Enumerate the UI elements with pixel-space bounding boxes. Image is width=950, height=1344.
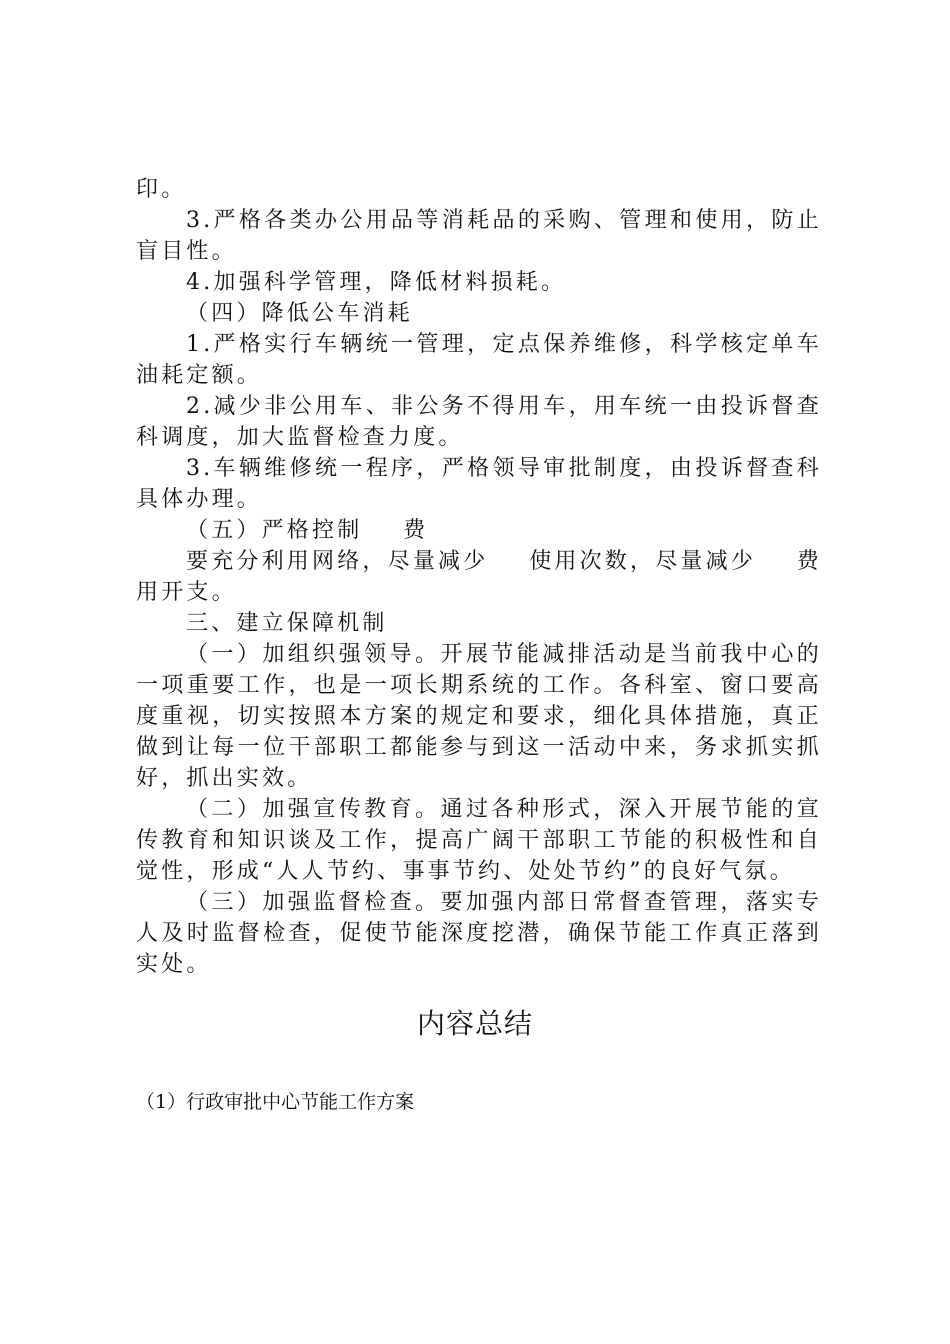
summary-title: 内容总结: [416, 1007, 533, 1040]
paragraph-item-3-office-supplies: 3.严格各类办公用品等消耗品的采购、管理和使用，防止盲目性。: [136, 208, 822, 264]
paragraph-safeguard-leadership: （一）加组织强领导。开展节能减排活动是当前我中心的一项重要工作，也是一项长期系统的工作。各科室、窗口要高度重视，切实按照本方案的规定和要求，细化具体措施，真正做到让每一位干部职工都能参与到这一活动中来，务求抓实抓好，抓出实效。: [136, 642, 822, 791]
paragraph-vehicle-item-1: 1.严格实行车辆统一管理，定点保养维修，科学核定单车油耗定额。: [136, 332, 822, 388]
summary-item: （1）行政审批中心节能工作方案: [136, 1091, 415, 1113]
section-heading-vehicle-consumption: （四）降低公车消耗: [186, 301, 413, 326]
paragraph-network-usage: 要充分利用网络，尽量减少 使用次数，尽量减少 费用开支。: [136, 549, 822, 605]
paragraph-vehicle-item-2: 2.减少非公用车、非公务不得用车，用车统一由投诉督查科调度，加大监督检查力度。: [136, 394, 822, 450]
document-body: [136, 174, 822, 980]
section-heading-cost-control: （五）严格控制 费: [186, 518, 429, 543]
paragraph-vehicle-item-3: 3.车辆维修统一程序，严格领导审批制度，由投诉督查科具体办理。: [136, 456, 822, 512]
paragraph-item-4-materials: 4.加强科学管理，降低材料损耗。: [186, 270, 567, 295]
section-heading-safeguards: 三、建立保障机制: [186, 611, 388, 636]
paragraph-safeguard-education: （二）加强宣传教育。通过各种形式，深入开展节能的宣传教育和知识谈及工作，提高广阔干部职工节能的积极性和自觉性，形成“人人节约、事事节约、处处节约”的良好气氛。: [136, 797, 822, 884]
paragraph-continuation: 印。: [136, 177, 187, 202]
paragraph-safeguard-inspection: （三）加强监督检查。要加强内部日常督查管理，落实专人及时监督检查，促使节能深度挖潜，确保节能工作真正落到实处。: [136, 890, 822, 977]
